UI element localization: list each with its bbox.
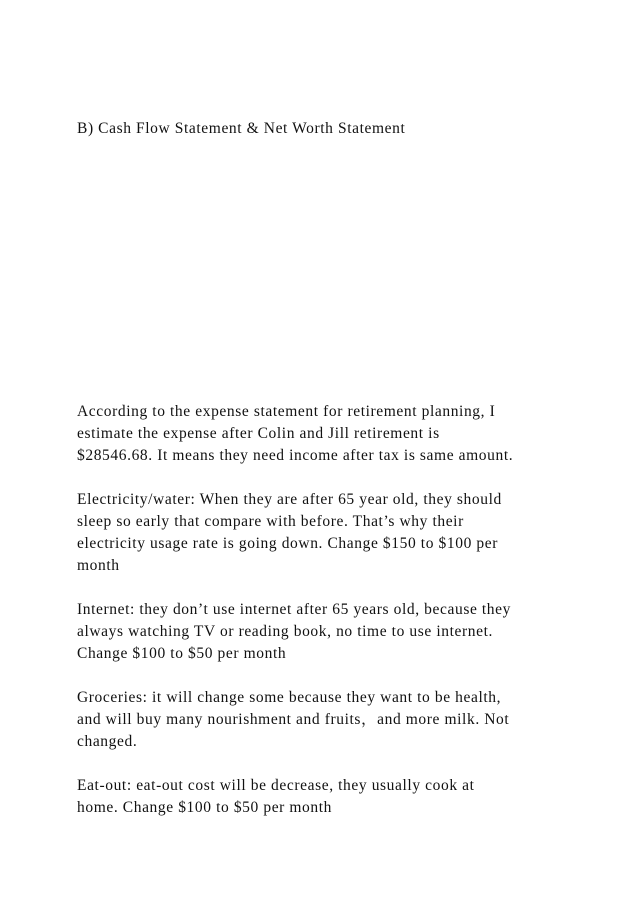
document-body xyxy=(77,401,577,841)
text-line: electricity usage rate is going down. Change $150 to $100 per xyxy=(77,535,498,552)
paragraph-internet xyxy=(77,599,577,665)
text-line: month xyxy=(77,557,120,574)
text-line: sleep so early that compare with before. That’s why their xyxy=(77,513,464,530)
text-line: Internet: they don’t use internet after 65 years old, because they xyxy=(77,601,511,618)
paragraph-eat-out xyxy=(77,775,577,819)
paragraph-groceries xyxy=(77,687,577,753)
paragraph-retirement-expense xyxy=(77,401,577,467)
text-line: Electricity/water: When they are after 65 year old, they should xyxy=(77,491,502,508)
text-line: and will buy many nourishment and fruits，and more milk. Not xyxy=(77,711,510,728)
text-line: estimate the expense after Colin and Jill retirement is xyxy=(77,425,440,442)
text-line: changed. xyxy=(77,733,138,750)
text-line: home. Change $100 to $50 per month xyxy=(77,799,333,816)
text-line: Groceries: it will change some because they want to be health, xyxy=(77,689,502,706)
text-line: Change $100 to $50 per month xyxy=(77,645,287,662)
paragraph-electricity-water xyxy=(77,489,577,577)
text-line: $28546.68. It means they need income after tax is same amount. xyxy=(77,447,514,464)
text-line: always watching TV or reading book, no time to use internet. xyxy=(77,623,493,640)
text-line: Eat-out: eat-out cost will be decrease, they usually cook at xyxy=(77,777,475,794)
text-line: According to the expense statement for retirement planning, I xyxy=(77,403,496,420)
section-heading: B) Cash Flow Statement & Net Worth Statement xyxy=(77,120,406,137)
